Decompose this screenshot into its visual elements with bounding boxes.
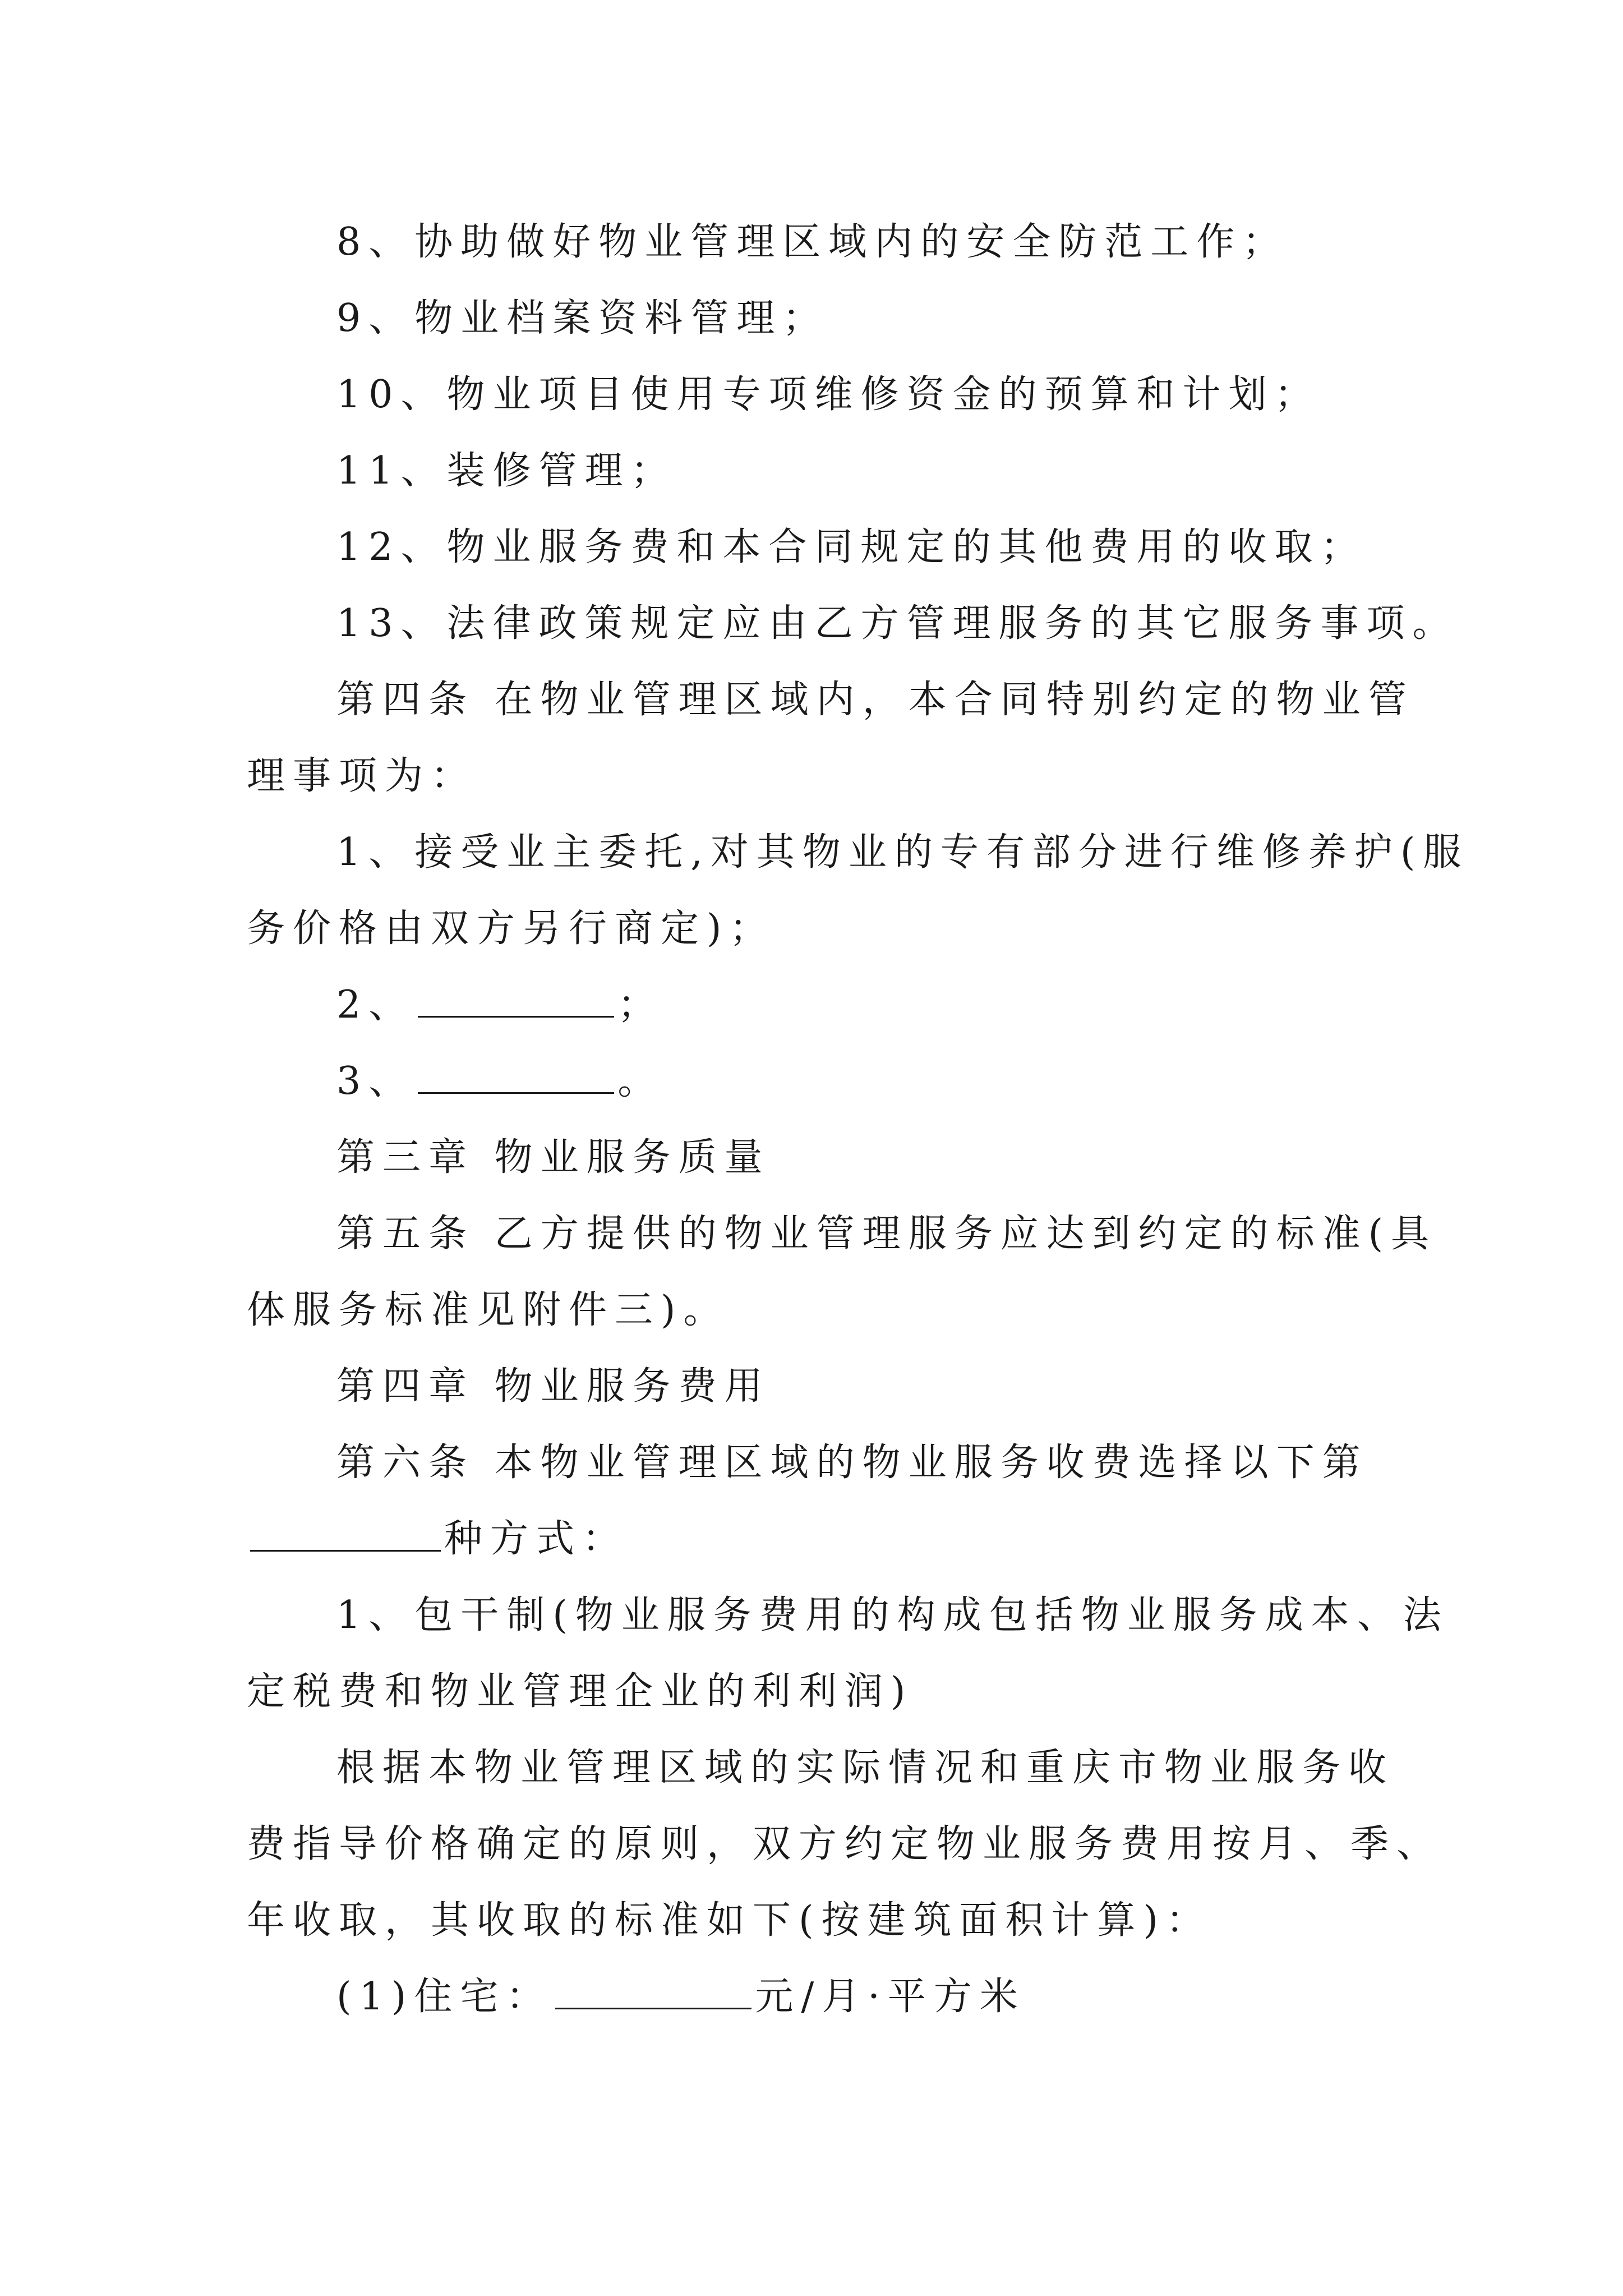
special-item-2-punct: ；	[617, 983, 664, 1027]
clause-item-11: 11、装修管理；	[336, 449, 677, 493]
fee-residential-unit: 元/月·平方米	[755, 1975, 1026, 2019]
chapter-3-heading: 第三章 物业服务质量	[336, 1135, 771, 1180]
special-item-3-punct: 。	[617, 1059, 664, 1103]
special-item-2	[336, 977, 663, 1033]
special-item-2-number: 2、	[336, 983, 415, 1027]
fee-paragraph-line-3: 年收取，其收取的标准如下(按建筑面积计算)：	[247, 1898, 1212, 1943]
chapter-4-heading: 第四章 物业服务费用	[336, 1364, 771, 1409]
fee-paragraph-line-1: 根据本物业管理区域的实际情况和重庆市物业服务收	[336, 1746, 1395, 1790]
fee-residential	[336, 1969, 1026, 2025]
blank-line	[250, 1517, 441, 1552]
article-6: 第六条 本物业管理区域的物业服务收费选择以下第	[336, 1441, 1368, 1485]
special-item-1-continuation: 务价格由双方另行商定)；	[247, 907, 776, 951]
special-item-1: 1、接受业主委托,对其物业的专有部分进行维修养护(服	[336, 830, 1469, 875]
clause-item-13: 13、法律政策规定应由乙方管理服务的其它服务事项。	[336, 601, 1459, 646]
fee-paragraph-line-2: 费指导价格确定的原则，双方约定物业服务费用按月、季、	[247, 1822, 1443, 1866]
special-item-3-number: 3、	[336, 1059, 415, 1103]
special-item-3	[336, 1053, 663, 1110]
blank-line	[555, 1975, 751, 2009]
blank-line	[418, 983, 614, 1018]
article-6-continuation	[247, 1511, 628, 1567]
article-4-heading: 第四条 在物业管理区域内，本合同特别约定的物业管	[336, 678, 1414, 722]
article-6-suffix: 种方式：	[444, 1517, 629, 1561]
clause-item-10: 10、物业项目使用专项维修资金的预算和计划；	[336, 372, 1321, 417]
clause-item-8: 8、协助做好物业管理区域内的安全防范工作；	[336, 220, 1289, 264]
blank-line	[418, 1060, 614, 1094]
fee-residential-label: (1)住宅：	[336, 1975, 552, 2019]
fee-option-1: 1、包干制(物业服务费用的构成包括物业服务成本、法	[336, 1593, 1449, 1637]
clause-item-9: 9、物业档案资料管理；	[336, 296, 829, 341]
article-5-continuation: 体服务标准见附件三)。	[247, 1288, 730, 1332]
fee-option-1-continuation: 定税费和物业管理企业的利利润)	[247, 1669, 914, 1714]
article-5: 第五条 乙方提供的物业管理服务应达到约定的标准(具	[336, 1212, 1437, 1256]
clause-item-12: 12、物业服务费和本合同规定的其他费用的收取；	[336, 525, 1367, 569]
article-4-continuation: 理事项为：	[247, 754, 477, 798]
